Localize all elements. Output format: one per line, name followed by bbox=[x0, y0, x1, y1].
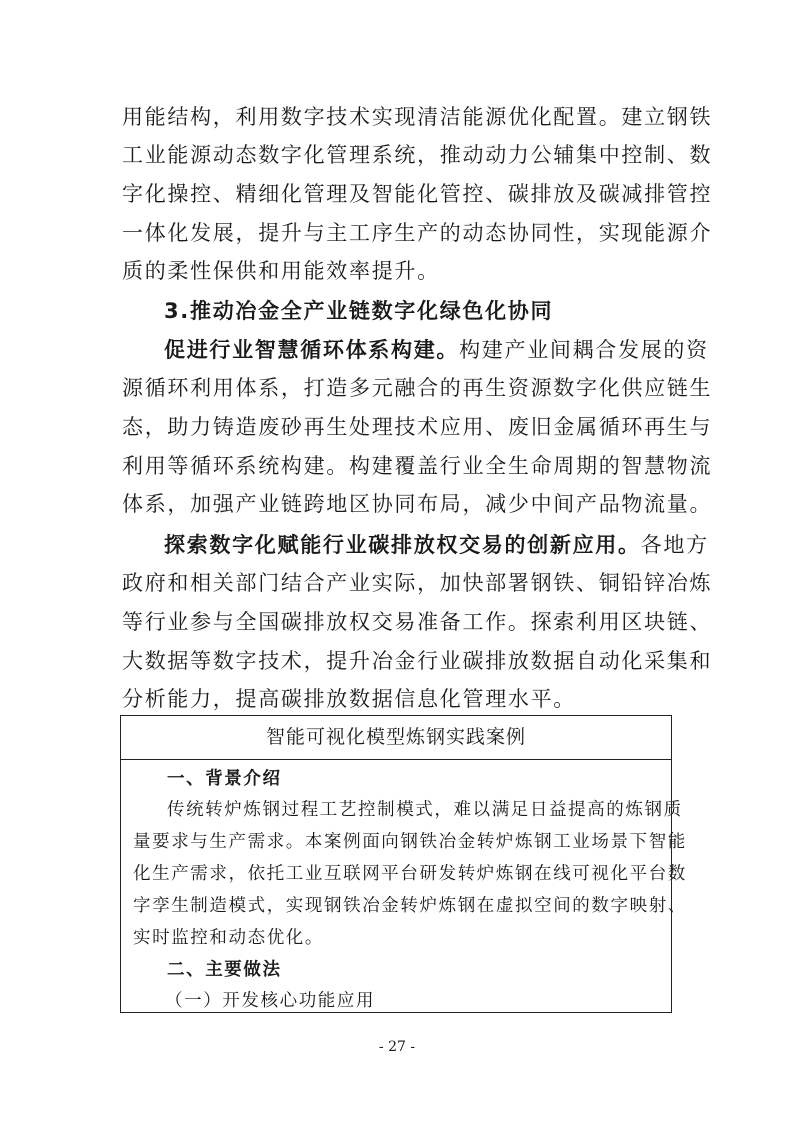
case-section-heading: 一、背景介绍 bbox=[167, 769, 282, 789]
body-line: 大数据等数字技术，提升冶金行业碳排放数据自动化采集和 bbox=[122, 649, 713, 673]
case-body-line: 实时监控和动态优化。 bbox=[133, 928, 324, 948]
paragraph-2-first-line bbox=[164, 531, 709, 559]
case-body-line: 化生产需求，依托工业互联网平台研发转炉炼钢在线可视化平台数 bbox=[133, 864, 687, 884]
case-study-title-row bbox=[121, 716, 671, 760]
body-line: 用能结构，利用数字技术实现清洁能源优化配置。建立钢铁 bbox=[122, 105, 713, 129]
paragraph-2-first-rest: 各地方 bbox=[640, 533, 709, 557]
body-line: 分析能力，提高碳排放数据信息化管理水平。 bbox=[122, 687, 576, 711]
body-line: 工业能源动态数字化管理系统，推动动力公辅集中控制、数 bbox=[122, 143, 713, 167]
paragraph-1-lead: 促进行业智慧循环体系构建。 bbox=[164, 337, 460, 362]
case-body-line: 传统转炉炼钢过程工艺控制模式，难以满足日益提高的炼钢质 bbox=[167, 800, 683, 820]
body-line: 源循环利用体系，打造多元融合的再生资源数字化供应链生 bbox=[122, 376, 713, 400]
case-body-line: 量要求与生产需求。本案例面向钢铁冶金转炉炼钢工业场景下智能 bbox=[133, 832, 687, 852]
body-line: 等行业参与全国碳排放权交易准备工作。探索利用区块链、 bbox=[122, 610, 713, 634]
case-study-title: 智能可视化模型炼钢实践案例 bbox=[265, 726, 526, 748]
paragraph-1-first-rest: 构建产业间耦合发展的资 bbox=[459, 338, 709, 362]
body-line: 一体化发展，提升与主工序生产的动态协同性，实现能源介 bbox=[122, 221, 713, 245]
body-line: 态，助力铸造废砂再生处理技术应用、废旧金属循环再生与 bbox=[122, 415, 713, 439]
case-body-line: 字孪生制造模式，实现钢铁冶金转炉炼钢在虚拟空间的数字映射、 bbox=[133, 896, 687, 916]
body-line: 质的柔性保供和用能效率提升。 bbox=[122, 259, 440, 283]
case-section-heading: 二、主要做法 bbox=[167, 960, 282, 980]
section-heading: 3.推动冶金全产业链数字化绿色化协同 bbox=[164, 299, 554, 323]
paragraph-2-lead: 探索数字化赋能行业碳排放权交易的创新应用。 bbox=[164, 532, 641, 557]
body-line: 体系，加强产业链跨地区协同布局，减少中间产品物流量。 bbox=[122, 492, 713, 516]
body-line: 利用等循环系统构建。构建覆盖行业全生命周期的智慧物流 bbox=[122, 454, 713, 478]
paragraph-1-first-line bbox=[164, 336, 709, 364]
body-line: 政府和相关部门结合产业实际，加快部署钢铁、铜铅锌冶炼 bbox=[122, 571, 713, 595]
body-line: 字化操控、精细化管理及智能化管控、碳排放及碳减排管控 bbox=[122, 182, 713, 206]
page-number: - 27 - bbox=[378, 1039, 416, 1055]
case-study-box bbox=[120, 715, 687, 1013]
case-subsection-heading: （一）开发核心功能应用 bbox=[165, 991, 376, 1011]
